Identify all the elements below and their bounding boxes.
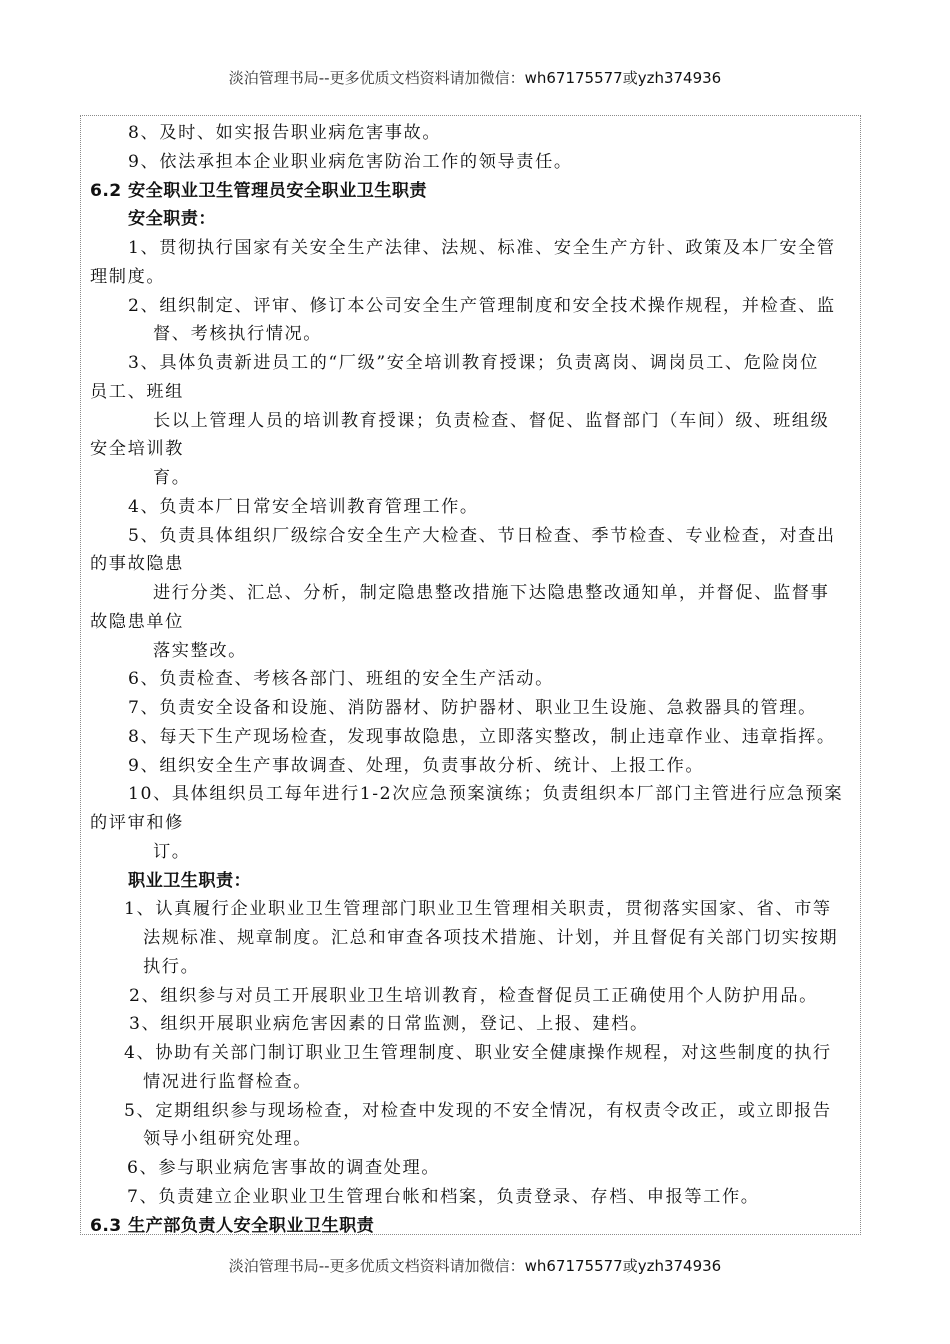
watermark-contact: wh67175577或yzh374936 <box>524 1257 722 1275</box>
section-heading: 职业卫生职责： <box>128 870 252 891</box>
text-line: 8、及时、如实报告职业病危害事故。 <box>128 123 442 143</box>
text-line: 4、协助有关部门制订职业卫生管理制度、职业安全健康操作规程，对这些制度的执行 <box>124 1043 832 1063</box>
section-heading: 安全职责： <box>128 209 216 230</box>
text-line: 的事故隐患 <box>90 554 184 575</box>
document-frame <box>80 115 861 1235</box>
text-line: 4、负责本厂日常安全培训教育管理工作。 <box>128 496 479 517</box>
text-line: 5、负责具体组织厂级综合安全生产大检查、节日检查、季节检查、专业检查，对查出 <box>128 525 836 546</box>
watermark-contact: wh67175577或yzh374936 <box>524 69 722 87</box>
text-line: 情况进行监督检查。 <box>143 1071 313 1092</box>
text-line: 的评审和修 <box>90 813 184 833</box>
text-line: 2、组织制定、评审、修订本公司安全生产管理制度和安全技术操作规程，并检查、监 <box>128 295 836 316</box>
text-line: 领导小组研究处理。 <box>143 1129 313 1150</box>
text-line: 落实整改。 <box>153 640 247 661</box>
text-line: 3、组织开展职业病危害因素的日常监测，登记、上报、建档。 <box>129 1014 649 1035</box>
text-line: 育。 <box>153 468 191 488</box>
text-line: 3、具体负责新进员工的“厂级”安全培训教育授课；负责离岗、调岗员工、危险岗位 <box>128 353 819 373</box>
text-line: 5、定期组织参与现场检查，对检查中发现的不安全情况，有权责令改正，或立即报告 <box>124 1100 832 1121</box>
text-line: 8、每天下生产现场检查，发现事故隐患，立即落实整改，制止违章作业、违章指挥。 <box>128 726 836 747</box>
text-line: 7、负责建立企业职业卫生管理台帐和档案，负责登录、存档、申报等工作。 <box>127 1186 760 1207</box>
text-line: 安全培训教 <box>90 439 184 460</box>
section-heading: 6.3 生产部负责人安全职业卫生职责 <box>90 1215 375 1236</box>
text-line: 1、贯彻执行国家有关安全生产法律、法规、标准、安全生产方针、政策及本厂安全管 <box>128 238 836 258</box>
text-line: 10、具体组织员工每年进行1-2次应急预案演练；负责组织本厂部门主管进行应急预案 <box>128 784 844 805</box>
text-line: 7、负责安全设备和设施、消防器材、防护器材、职业卫生设施、急救器具的管理。 <box>128 698 817 718</box>
text-line: 法规标准、规章制度。汇总和审查各项技术措施、计划，并且督促有关部门切实按期 <box>143 928 839 948</box>
watermark-prefix: 淡泊管理书局--更多优质文档资料请加微信： <box>228 1257 525 1275</box>
text-line: 9、依法承担本企业职业病危害防治工作的领导责任。 <box>128 151 573 172</box>
text-line: 长以上管理人员的培训教育授课；负责检查、督促、监督部门（车间）级、班组级 <box>153 410 830 431</box>
text-line: 6、参与职业病危害事故的调查处理。 <box>127 1158 441 1178</box>
text-line: 执行。 <box>143 956 200 977</box>
text-line: 2、组织参与对员工开展职业卫生培训教育，检查督促员工正确使用个人防护用品。 <box>129 985 818 1006</box>
footer-watermark <box>0 1256 950 1276</box>
text-line: 故隐患单位 <box>90 611 184 632</box>
header-watermark <box>0 68 950 88</box>
watermark-prefix: 淡泊管理书局--更多优质文档资料请加微信： <box>228 69 525 87</box>
text-line: 订。 <box>153 841 191 862</box>
text-line: 理制度。 <box>90 266 166 287</box>
text-line: 1、认真履行企业职业卫生管理部门职业卫生管理相关职责，贯彻落实国家、省、市等 <box>124 899 832 920</box>
text-line: 督、考核执行情况。 <box>153 324 323 345</box>
text-line: 9、组织安全生产事故调查、处理，负责事故分析、统计、上报工作。 <box>128 755 705 776</box>
section-heading: 6.2 安全职业卫生管理员安全职业卫生职责 <box>90 180 428 201</box>
text-line: 6、负责检查、考核各部门、班组的安全生产活动。 <box>128 669 554 690</box>
text-line: 进行分类、汇总、分析，制定隐患整改措施下达隐患整改通知单，并督促、监督事 <box>153 583 830 603</box>
text-line: 员工、班组 <box>90 381 184 402</box>
document-body <box>81 119 862 1240</box>
